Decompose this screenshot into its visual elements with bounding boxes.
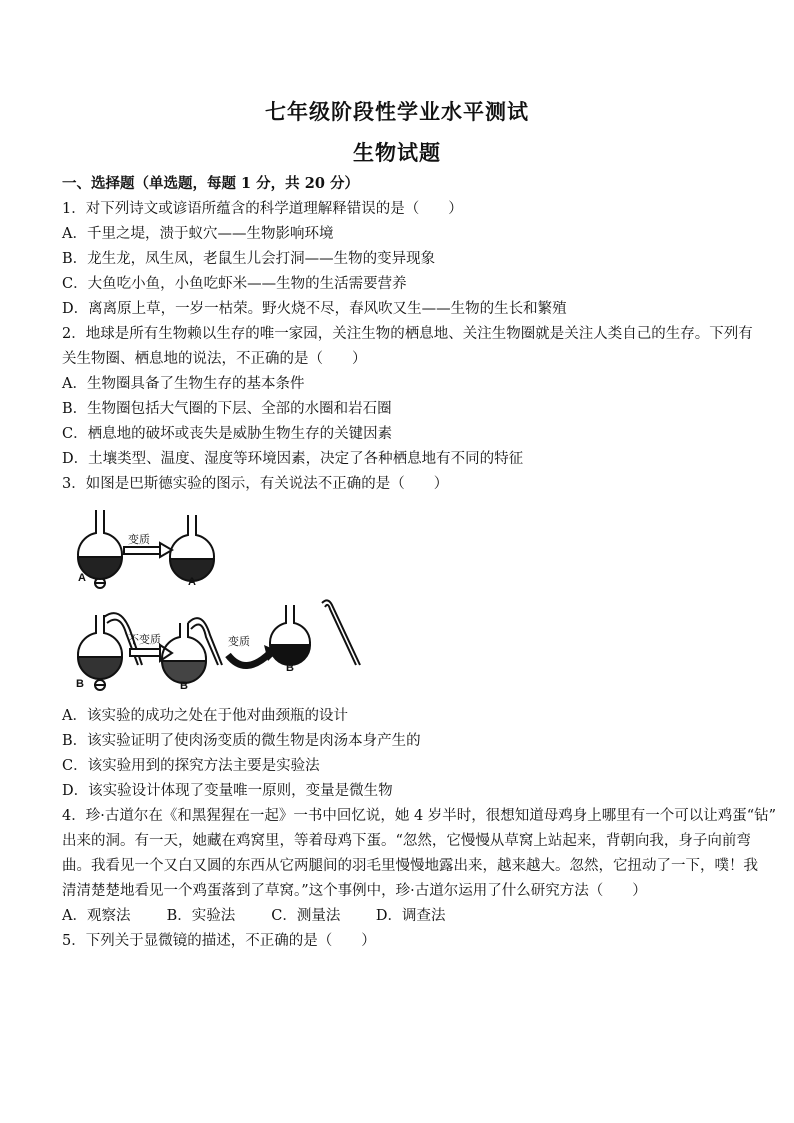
question-1-option-b: B．龙生龙，凤生凤，老鼠生儿会打洞——生物的变异现象 (62, 251, 436, 267)
page-title: 七年级阶段性学业水平测试 (265, 99, 529, 124)
question-2-stem-line-1: 2．地球是所有生物赖以生存的唯一家园，关注生物的栖息地、关注生物圈就是关注人类自己的生存。下列有 (62, 326, 753, 342)
label-flask-b-removed: B (286, 662, 294, 674)
question-3-option-c: C．该实验用到的探究方法主要是实验法 (62, 758, 320, 774)
label-flask-a-after: A (188, 576, 196, 588)
question-2-stem-line-2: 关生物圈、栖息地的说法，不正确的是（ ） (62, 351, 367, 367)
question-3-option-a: A．该实验的成功之处在于他对曲颈瓶的设计 (62, 708, 348, 724)
question-4-stem-line-4: 清清楚楚地看见一个鸡蛋落到了草窝。”这个事例中，珍·古道尔运用了什么研究方法（ ） (62, 883, 647, 899)
detached-swan-neck-inner (325, 605, 356, 665)
section-heading: 一、选择题（单选题，每题 1 分，共 20 分） (62, 175, 359, 192)
label-flask-a: A (78, 572, 86, 584)
question-4-option-b: B．实验法 (166, 908, 236, 924)
question-3-option-b: B．该实验证明了使肉汤变质的微生物是肉汤本身产生的 (62, 733, 421, 749)
question-2-option-d: D．土壤类型、温度、湿度等环境因素，决定了各种栖息地有不同的特征 (62, 451, 524, 467)
question-4-option-c: C．测量法 (271, 908, 341, 924)
label-flask-b: B (76, 678, 84, 690)
pasteur-experiment-diagram (60, 505, 380, 700)
question-4-option-a: A．观察法 (62, 908, 131, 924)
question-2-option-b: B．生物圈包括大气圈的下层、全部的水圈和岩石圈 (62, 401, 392, 417)
label-spoiled-right: 变质 (228, 636, 250, 648)
question-3-option-d: D．该实验设计体现了变量唯一原则，变量是微生物 (62, 783, 393, 799)
question-4-option-d: D．调查法 (375, 908, 446, 924)
question-4-options (62, 907, 742, 925)
question-4-stem-line-1: 4．珍·古道尔在《和黑猩猩在一起》一书中回忆说，她 4 岁半时，很想知道母鸡身上哪里有一个可以让鸡蛋“钻” (62, 808, 777, 824)
pasteur-experiment-figure (60, 505, 380, 700)
label-spoiled-top: 变质 (128, 534, 150, 546)
question-1-stem: 1．对下列诗文或谚语所蕴含的科学道理解释错误的是（ ） (62, 201, 463, 217)
label-flask-b-after: B (180, 680, 188, 692)
label-not-spoiled: 不变质 (128, 634, 161, 646)
flask-b-broth (78, 657, 122, 679)
question-3-stem: 3．如图是巴斯德实验的图示，有关说法不正确的是（ ） (62, 476, 449, 492)
question-1-option-d: D．离离原上草，一岁一枯荣。野火烧不尽，春风吹又生——生物的生长和繁殖 (62, 301, 567, 317)
question-2-option-a: A．生物圈具备了生物生存的基本条件 (62, 376, 305, 392)
curved-arrow-spoiled (228, 653, 270, 666)
question-1-option-c: C．大鱼吃小鱼，小鱼吃虾米——生物的生活需要营养 (62, 276, 407, 292)
question-4-stem-line-3: 曲。我看见一个又白又圆的东西从它两腿间的羽毛里慢慢地露出来，越来越大。忽然，它扭动了一下，噗！我 (62, 858, 758, 874)
question-5-stem: 5．下列关于显微镜的描述，不正确的是（ ） (62, 933, 376, 949)
question-2-option-c: C．栖息地的破坏或丧失是威胁生物生存的关键因素 (62, 426, 393, 442)
question-4-stem-line-2: 出来的洞。有一天，她藏在鸡窝里，等着母鸡下蛋。“忽然，它慢慢从草窝上站起来，背朝向我，身子向前弯 (62, 833, 751, 849)
page-subtitle: 生物试题 (353, 140, 441, 165)
question-1-option-a: A．千里之堤，溃于蚁穴——生物影响环境 (62, 226, 334, 242)
